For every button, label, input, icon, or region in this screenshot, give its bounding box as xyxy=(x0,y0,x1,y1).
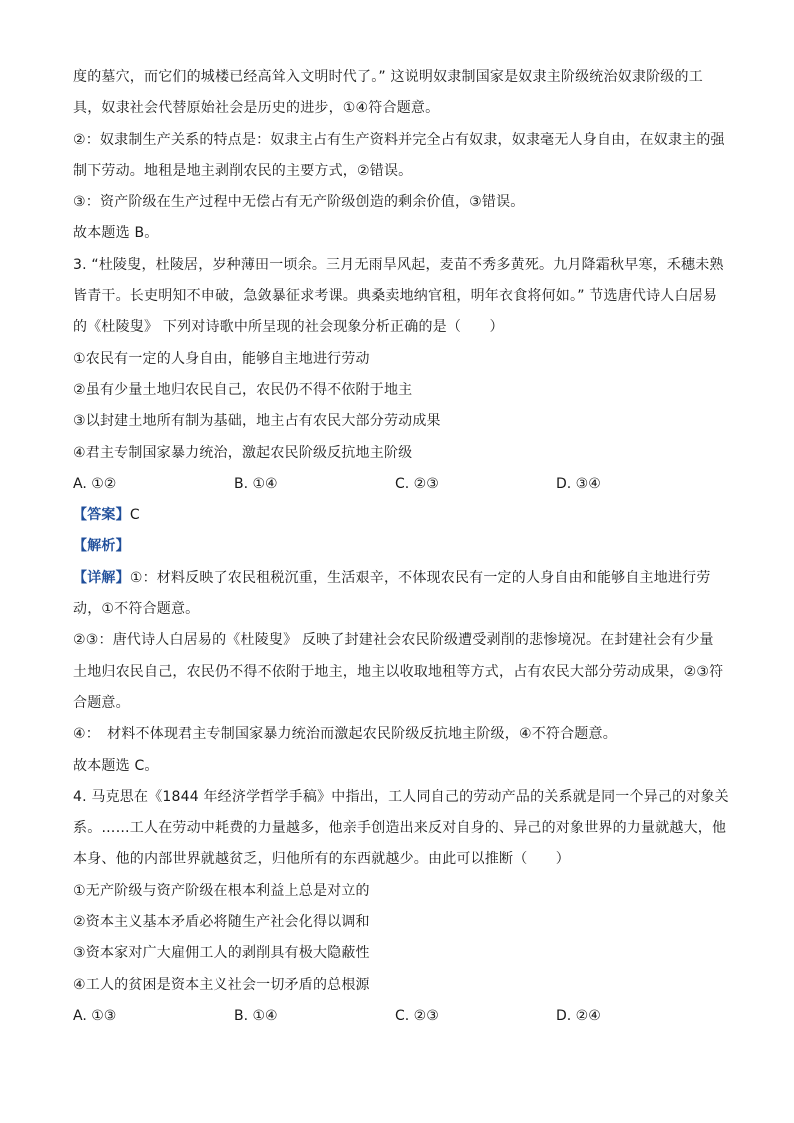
question-stem-line: 系。……工人在劳动中耗费的力量越多，他亲手创造出来反对自身的、异己的对象世界的力量就越大，他 xyxy=(73,820,727,837)
analysis-line xyxy=(73,531,723,562)
statement-item: ③以封建土地所有制为基础，地主占有农民大部分劳动成果 xyxy=(73,413,441,430)
text-line: 具，奴隶社会代替原始社会是历史的进步，①④符合题意。 xyxy=(73,100,440,117)
statement-item: ③资本家对广大雇佣工人的剥削具有极大隐蔽性 xyxy=(73,945,370,962)
analysis-tag: 【解析】 xyxy=(73,538,130,555)
detail-line xyxy=(73,563,723,594)
detail-line: 合题意。 xyxy=(73,694,130,711)
question-stem-line: 皆青干。长吏明知不申破，急敛暴征求考课。典桑卖地纳官租，明年衣食将何如。” 节选唐代诗人白居易 xyxy=(73,288,718,305)
text-line: 制下劳动。地租是地主剥削农民的主要方式，②错误。 xyxy=(73,162,413,179)
statement-item: ②资本主义基本矛盾必将随生产社会化得以调和 xyxy=(73,914,370,931)
statement-item: ①无产阶级与资产阶级在根本利益上总是对立的 xyxy=(73,882,370,899)
answer-tag: 【答案】 xyxy=(73,507,130,524)
question-stem-line: 3. “杜陵叟，杜陵居，岁种薄田一顷余。三月无雨旱风起，麦苗不秀多黄死。九月降霜秋早寒，禾穗未熟 xyxy=(73,256,724,273)
statement-item: ②虽有少量土地归农民自己，农民仍不得不依附于地主 xyxy=(73,381,413,398)
question-stem-line: 4. 马克思在《1844 年经济学哲学手稿》中指出，工人同自己的劳动产品的关系就是同一个异己的对象关 xyxy=(73,788,729,805)
conclusion-line: 故本题选 B。 xyxy=(73,225,159,242)
question-3 xyxy=(73,250,723,782)
text-line: ②：奴隶制生产关系的特点是：奴隶主占有生产资料并完全占有奴隶，奴隶毫无人身自由，在奴隶主的强 xyxy=(73,131,725,148)
statement-item: ①农民有一定的人身自由，能够自主地进行劳动 xyxy=(73,350,370,367)
options-row xyxy=(73,469,723,500)
options-row xyxy=(73,1001,723,1032)
option-c: C. ②③ xyxy=(395,1007,439,1024)
intro-section xyxy=(73,62,723,250)
answer-value: C xyxy=(129,507,140,524)
option-d: D. ③④ xyxy=(556,475,601,492)
question-stem-line: 本身、他的内部世界就越贫乏，归他所有的东西就越少。由此可以推断（ ） xyxy=(73,851,570,868)
option-b: B. ①④ xyxy=(234,1007,278,1024)
detail-line: ②③：唐代诗人白居易的《杜陵叟》 反映了封建社会农民阶级遭受剥削的悲惨境况。在封建社会有少量 xyxy=(73,632,714,649)
option-b: B. ①④ xyxy=(234,475,278,492)
page-content xyxy=(73,62,729,1032)
text-line: 度的墓穴，而它们的城楼已经高耸入文明时代了。” 这说明奴隶制国家是奴隶主阶级统治奴隶阶级的工 xyxy=(73,69,703,85)
question-stem-line: 的《杜陵叟》 下列对诗歌中所呈现的社会现象分析正确的是（ ） xyxy=(73,319,504,336)
text-line: ③：资产阶级在生产过程中无偿占有无产阶级创造的剩余价值，③错误。 xyxy=(73,194,525,211)
option-a: A. ①③ xyxy=(73,1007,117,1024)
option-d: D. ②④ xyxy=(556,1007,601,1024)
answer-line xyxy=(73,500,723,531)
detail-line: 动，①不符合题意。 xyxy=(73,601,200,618)
option-c: C. ②③ xyxy=(395,475,439,492)
detail-line: 土地归农民自己，农民仍不得不依附于地主，地主以收取地租等方式，占有农民大部分劳动成果，②③符 xyxy=(73,663,724,680)
detail-text: ①：材料反映了农民租税沉重，生活艰辛，不体现农民有一定的人身自由和能够自主地进行劳 xyxy=(129,569,711,586)
detail-line: ④： 材料不体现君主专制国家暴力统治而激起农民阶级反抗地主阶级，④不符合题意。 xyxy=(73,726,617,743)
question-4 xyxy=(73,782,729,1032)
option-a: A. ①② xyxy=(73,475,117,492)
statement-item: ④工人的贫困是资本主义社会一切矛盾的总根源 xyxy=(73,976,370,993)
statement-item: ④君主专制国家暴力统治，激起农民阶级反抗地主阶级 xyxy=(73,444,413,461)
conclusion-line: 故本题选 C。 xyxy=(73,757,159,774)
detail-tag: 【详解】 xyxy=(73,569,130,586)
